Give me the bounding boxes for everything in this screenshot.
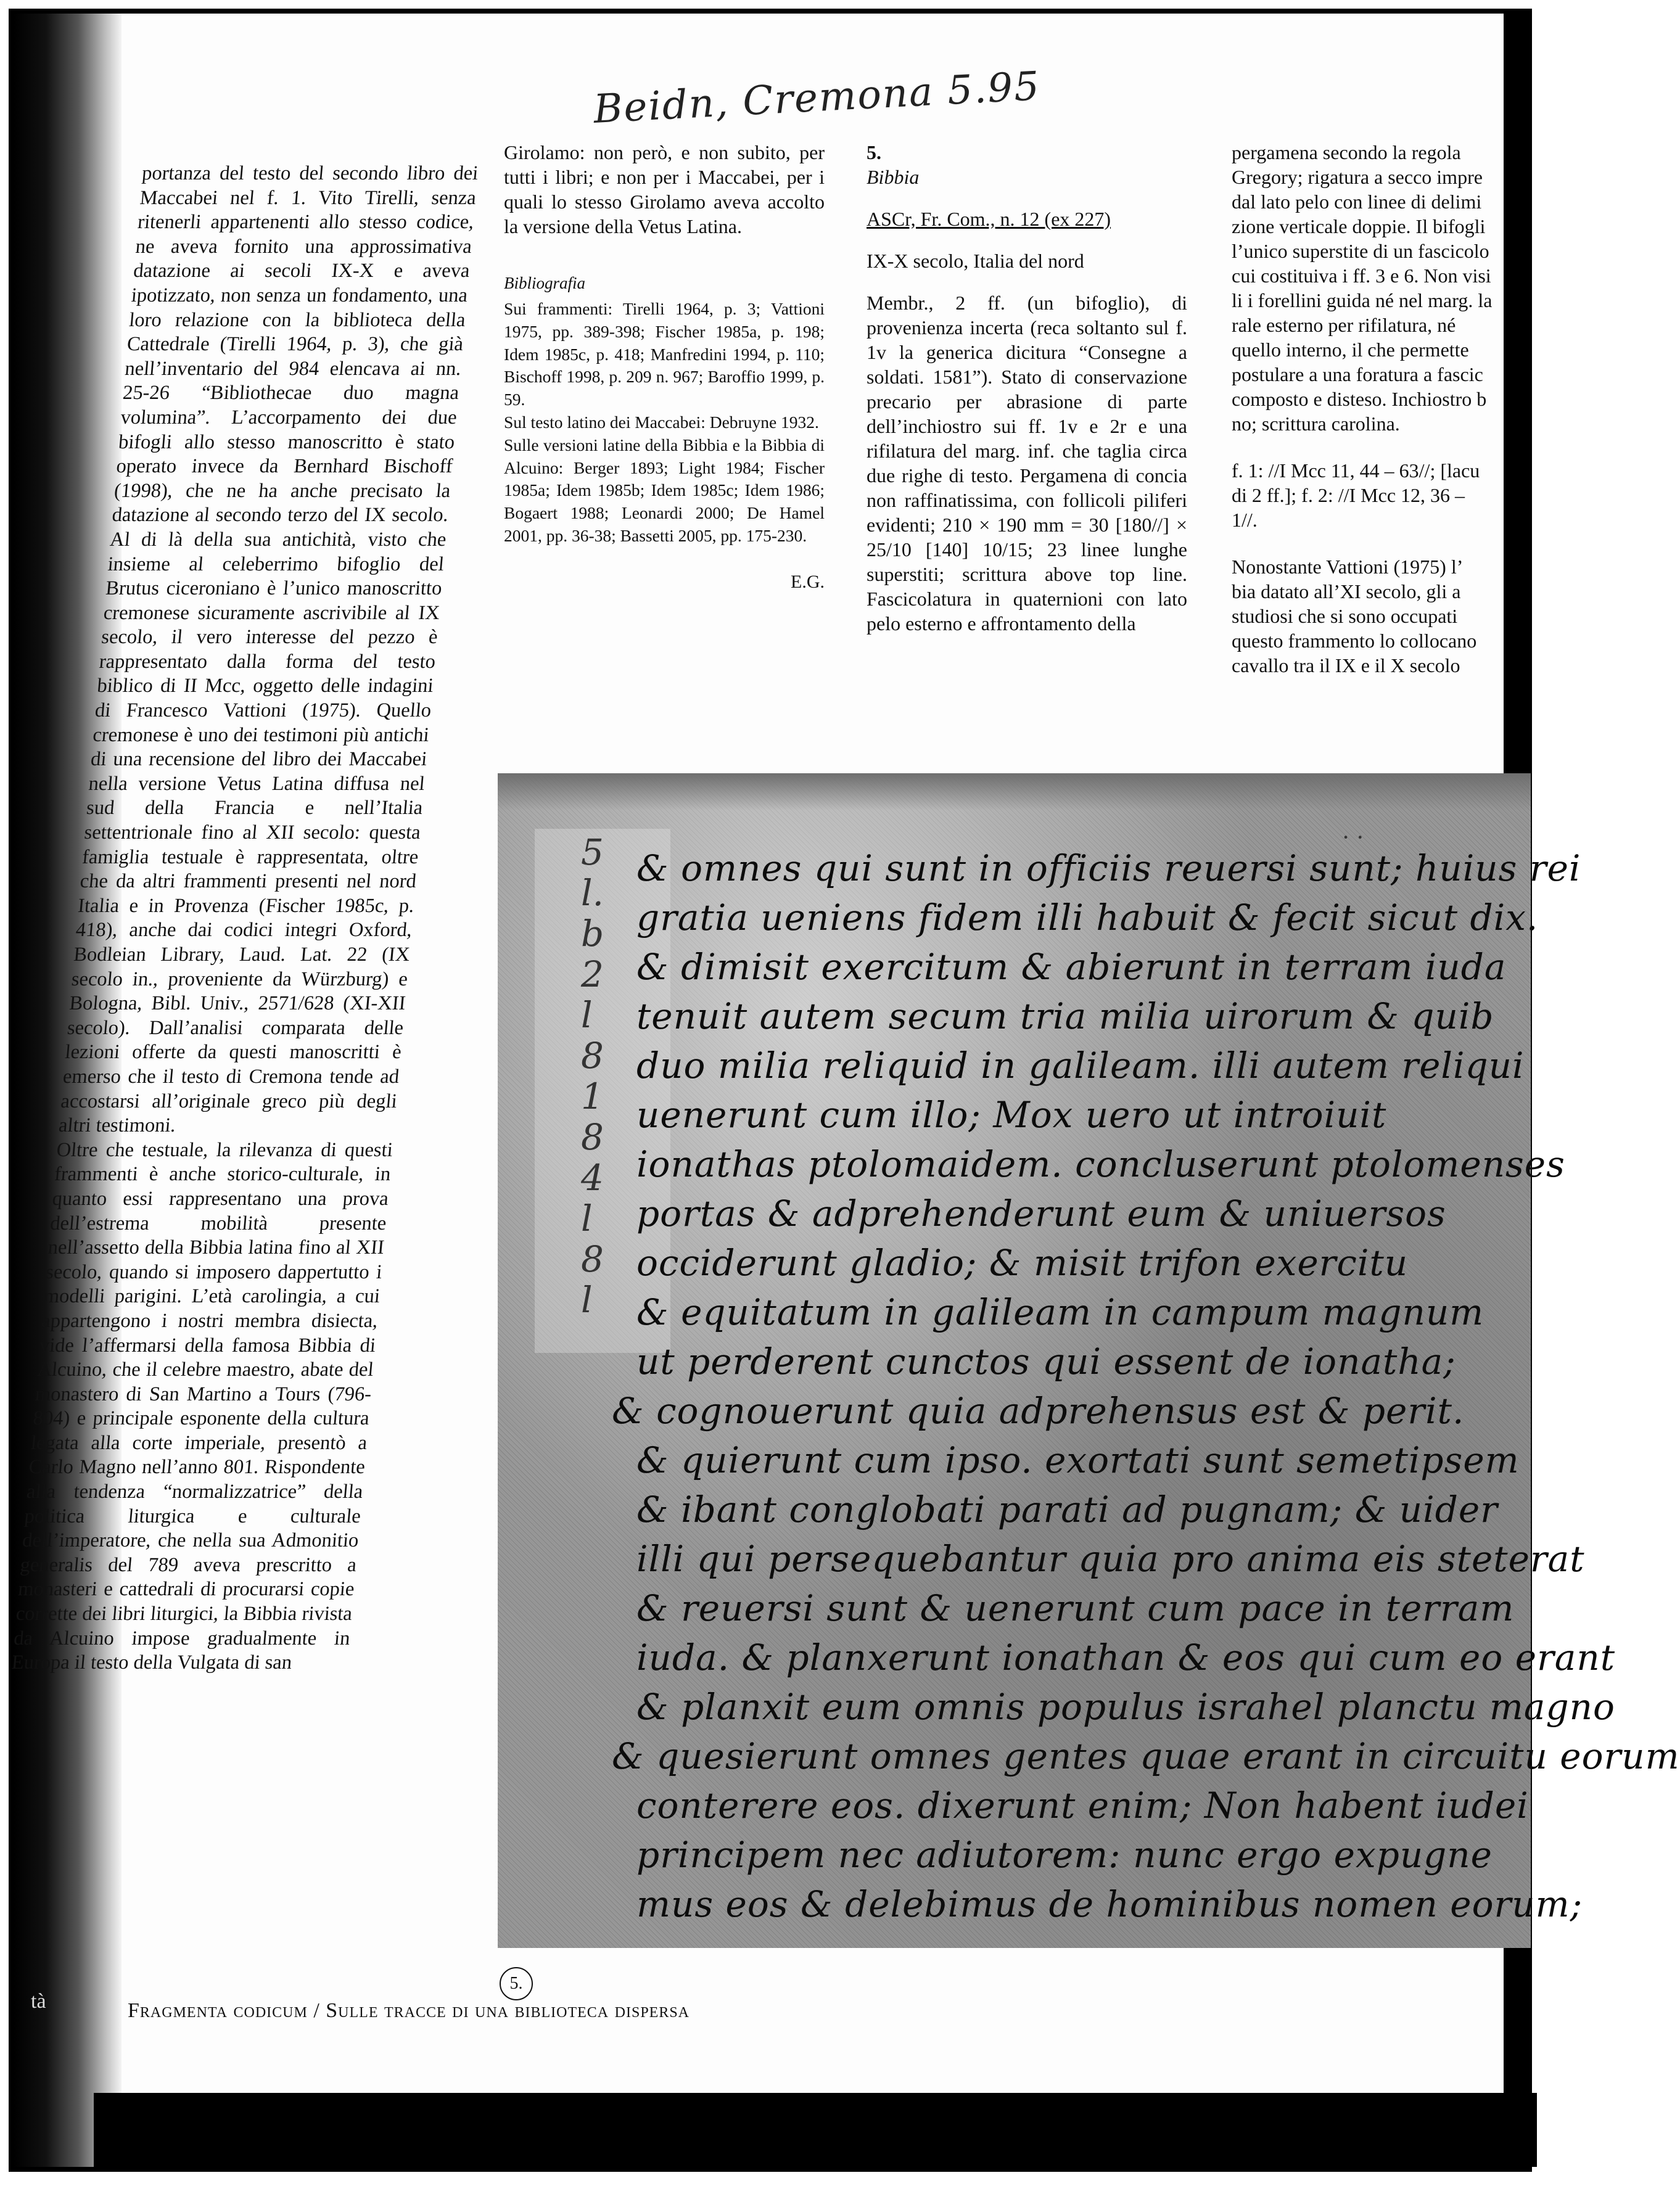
col1-paragraph-2: Oltre che testuale, la rilevanza di questi frammenti è anche storico-culturale, in quanto essi rappresentano una prova dell’estrema mobilità presente nell’assetto della Bibbia latina fino al XII secolo, quando si imposero dappertutto i modelli parigini. L’età carolingia, a cui appartengono i nostri membra disiecta, vide l’affermarsi della famosa Bibbia di Alcuino, che il celebre maestro, abate del monastero di San Martino a Tours (796-804) e principale esponente della cultura legata alla corte imperiale, presentò a Carlo Magno nell’anno 801. Rispondente alla tendenza “normalizzatrice” della politica liturgica e culturale dell’imperatore, che nella sua Admonitio generalis del 789 aveva prescritto a monasteri e cattedrali di procurarsi copie corrette dei libri liturgici, la Bibbia rivista da Alcuino impose gradualmente in Europa il testo della Vulgata di san [10,1138,394,1674]
margin-pencil-notes: 5 l. b 2 l 8 1 8 4 l 8 l [581,831,604,1321]
manuscript-line: illi qui persequebantur quia pro anima eis steterat [636,1538,1585,1580]
scan-frame [9,9,1680,2172]
bibliography-entry: Sulle versioni latine della Bibbia e la Bibbia di Alcuino: Berger 1893; Light 1984; Fischer 1985a; Idem 1985b; Idem 1985c; Idem 1986; Bogaert 1988; Leonardi 2000; De Hamel 2001, pp. 36-38; Bassetti 2005, pp. 175-230. [504,435,825,545]
parchment-mark: · · [1341,823,1364,851]
col4-line: cavallo tra il IX e il X secolo [1232,654,1460,676]
col4-line: di 2 ff.]; f. 2: //I Mcc 12, 36 – [1232,484,1465,506]
bibliography-entry: Sul testo latino dei Maccabei: Debruyne 1932. [504,412,819,432]
column-4 [1232,140,1540,678]
col4-line: Gregory; rigatura a secco impre [1232,166,1483,188]
col4-line: f. 1: //I Mcc 11, 44 – 63//; [lacu [1232,459,1480,482]
manuscript-line: uenerunt cum illo; Mox uero ut introiuit [636,1094,1387,1136]
manuscript-line: & reuersi sunt & uenerunt cum pace in terram [636,1587,1515,1629]
col4-line: postulare a una foratura a fascic [1232,363,1483,385]
manuscript-line: & omnes qui sunt in officiis reuersi sunt; huius rei [636,847,1581,889]
manuscript-line: & cognouerunt quia adprehensus est & perit. [612,1390,1465,1432]
manuscript-line: ionathas ptolomaidem. concluserunt ptolomenses [636,1143,1565,1185]
col4-contents [1232,458,1540,532]
manuscript-line: portas & adprehenderunt eum & uniuersos [636,1193,1446,1235]
page-number-circle: 5. [500,1967,533,2000]
col4-line: questo frammento lo collocano [1232,630,1477,652]
col4-line: studiosi che si sono occupati [1232,605,1458,627]
manuscript-line: ut perderent cunctos qui essent de ionatha; [636,1341,1456,1383]
col4-line: dal lato pelo con linee di delimi [1232,191,1482,213]
col4-line: rale esterno per rifilatura, né [1232,314,1456,336]
col4-description-continued [1232,140,1540,436]
manuscript-line: & quierunt cum ipso. exortati sunt semetipsem [636,1439,1520,1481]
col4-line: l’unico superstite di un fascicolo [1232,240,1489,262]
entry-label: Bibbia [867,166,920,188]
col4-line: cui costituiva i ff. 3 e 6. Non visi [1232,265,1491,287]
parchment-top-edge [498,773,1531,810]
col4-line: Nonostante Vattioni (1975) l’ [1232,556,1464,578]
author-signature: E.G. [791,571,825,592]
manuscript-line: & ibant conglobati parati ad pugnam; & uider [636,1489,1498,1531]
manuscript-line: gratia ueniens fidem illi habuit & fecit sicut dix. [636,897,1539,939]
col4-commentary [1232,554,1540,678]
col4-line: 1//. [1232,509,1258,531]
column-2 [504,140,825,613]
col2-text: Girolamo: non però, e non subito, per tutti i libri; e non per i Maccabei, per i quali lo stesso Girolamo aveva accolto la versione della Vetus Latina. [504,141,825,237]
manuscript-line: & planxit eum omnis populus israhel planctu magno [636,1686,1615,1728]
handwritten-note: Beidn, Cremona 5.95 [592,64,1042,133]
manuscript-line: iuda. & planxerunt ionathan & eos qui cum eo erant [636,1637,1616,1679]
col4-line: no; scrittura carolina. [1232,413,1400,435]
col4-line: li i forellini guida né nel marg. la [1232,289,1493,311]
shelfmark: ASCr, Fr. Com., n. 12 (ex 227) [867,208,1111,230]
manuscript-line: & quesierunt omnes gentes quae erant in circuitu eorum [612,1735,1680,1777]
date-place: IX-X secolo, Italia del nord [867,250,1084,272]
running-footer: Fragmenta codicum / Sulle tracce di una biblioteca dispersa [128,1999,690,2022]
manuscript-line: conterere eos. dixerunt enim; Non habent iudei [636,1785,1529,1826]
col4-line: quello interno, il che permette [1232,339,1469,361]
manuscript-photograph [498,773,1680,1948]
manuscript-line: tenuit autem secum tria milia uirorum & quib [636,995,1494,1037]
col4-line: bia datato all’XI secolo, gli a [1232,580,1461,602]
col4-line: zione verticale doppie. Il bifogli [1232,215,1486,237]
col4-line: pergamena secondo la regola [1232,141,1461,163]
entry-description: Membr., 2 ff. (un bifoglio), di provenienza incerta (reca soltanto sul f. 1v la generica dicitura “Consegne a soldati. 1581”). Stato di conservazione precario per abrasione di parte dell’inchiostro sui ff. 1v e 2r e una rifilatura del marg. inf. che taglia circa due righe di testo. Pergamena di concia non raffinatissima, con follicoli piliferi evidenti; 210 × 190 mm = 30 [180//] × 25/10 [140] 10/15; 23 linee lunghe superstiti; scrittura above top line. Fascicolatura in quaternioni con lato pelo esterno e affrontamento della [867,292,1187,635]
entry-number: 5. [867,141,881,163]
gutter-fragment-text: tà [31,1990,46,2013]
manuscript-line: & equitatum in galileam in campum magnum [636,1291,1484,1333]
manuscript-line: & dimisit exercitum & abierunt in terram iuda [636,946,1507,988]
col4-line: composto e disteso. Inchiostro b [1232,388,1487,410]
column-3 [867,140,1187,636]
manuscript-line: mus eos & delebimus de hominibus nomen eorum; [636,1883,1583,1925]
manuscript-line: duo milia reliquid in galileam. illi autem reliqui [636,1045,1525,1087]
manuscript-line: occiderunt gladio; & misit trifon exercitu [636,1242,1409,1284]
col1-paragraph-1: portanza del testo del secondo libro dei Maccabei nel f. 1. Vito Tirelli, senza ritenerli appartenenti allo stesso codice, ne aveva fornito una approssimativa datazione ai secoli IX-X e aveva ipotizzato, non senza un fondamento, una loro relazione con la biblioteca della Cattedrale (Tirelli 1964, p. 3), che già nell’inventario del 984 elencava ai nn. 25-26 “Bibliothecae duo magna volumina”. L’accorpamento dei due bifogli allo stesso manoscritto è stato operato invece da Bernhard Bischoff (1998), che ne ha anche precisato la datazione al secondo terzo del IX secolo. Al di là della sua antichità, visto che insieme al celeberrimo bifoglio del Brutus ciceroniano è l’unico manoscritto cremonese sicuramente ascrivibile al IX secolo, il vero interesse del pezzo è rappresentato dalla forma del testo biblico di II Mcc, oggetto delle indagini di Francesco Vattioni (1975). Quello cremonese è uno dei testimoni più antichi di una recensione del libro dei Maccabei nella versione Vetus Latina diffusa nel sud della Francia e nell’Italia settentrionale fino al XII secolo: questa famiglia testuale è rappresentata, oltre che da altri frammenti presenti nel nord Italia e in Provenza (Fischer 1985c, p. 418), anche dai codici integri Oxford, Bodleian Library, Laud. Lat. 22 (IX secolo in., proveniente da Würzburg) e Bologna, Bibl. Univ., 2571/628 (XI-XII secolo). Dall’analisi comparata delle lezioni offerte da questi manoscritti è emerso che il testo di Cremona tende ad accostarsi all’originale greco più degli altri testimoni. [57,162,479,1137]
bibliography-heading: Bibliografia [504,274,586,292]
scan-bottom-edge [94,2093,1537,2167]
bibliography-entry: Sui frammenti: Tirelli 1964, p. 3; Vattioni 1975, pp. 389-398; Fischer 1985a, p. 198; Idem 1985c, p. 418; Manfredini 1994, p. 110; Bischoff 1998, p. 209 n. 967; Baroffio 1999, p. 59. [504,299,825,409]
manuscript-line: principem nec adiutorem: nunc ergo expugne [636,1834,1493,1876]
